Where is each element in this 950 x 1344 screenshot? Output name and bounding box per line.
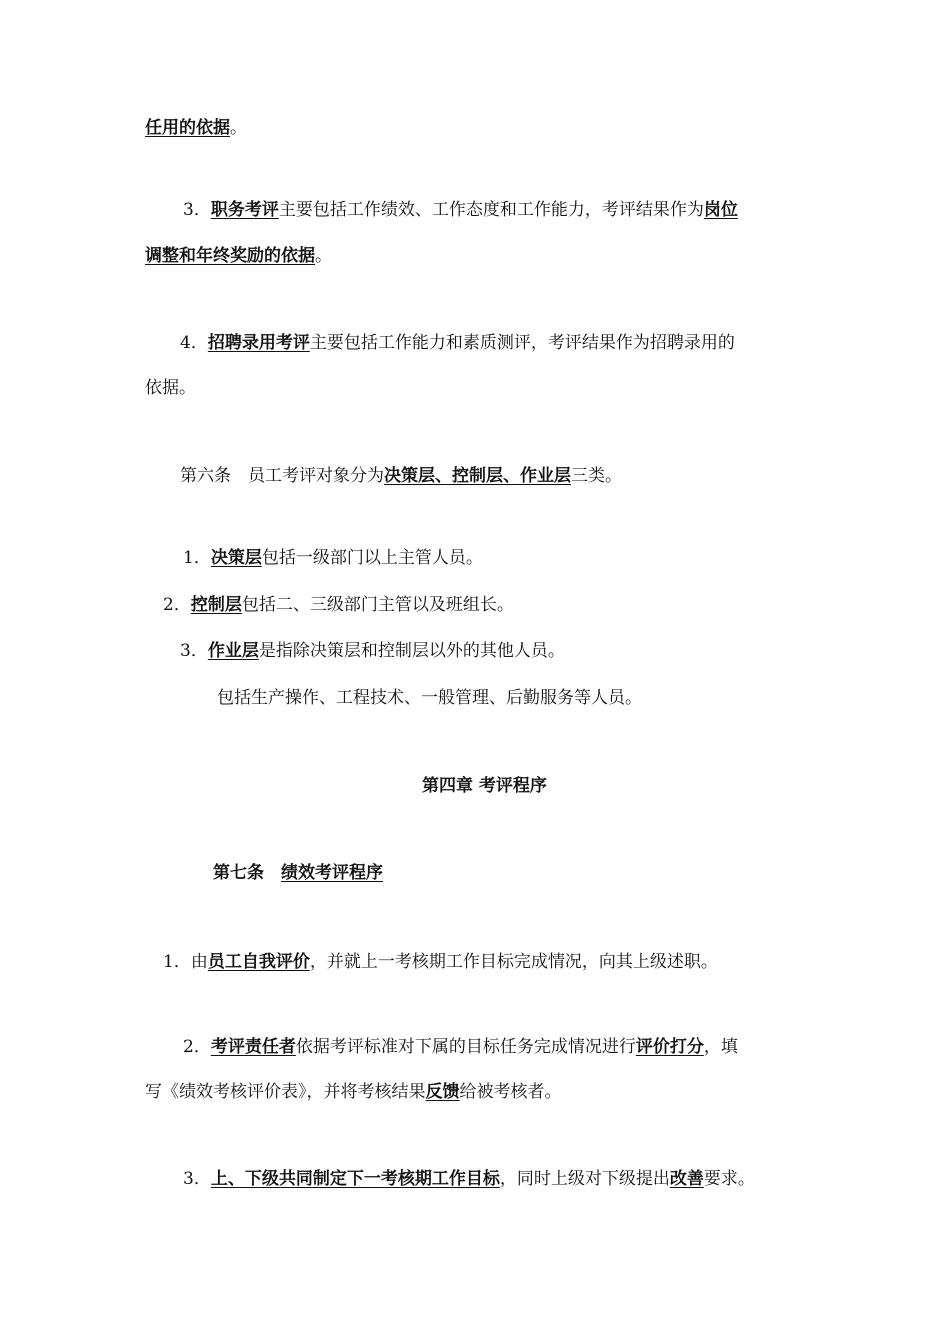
paragraph-line xyxy=(145,244,332,268)
list-item xyxy=(183,546,483,570)
emphasis-text: 作业层 xyxy=(207,641,259,661)
body-text: 包括二、三级部门主管以及班组长。 xyxy=(241,595,514,615)
emphasis-text: 绩效考评程序 xyxy=(281,863,383,883)
body-text: 依据。 xyxy=(145,378,196,398)
body-text: 3． xyxy=(183,200,211,220)
body-text: 2． xyxy=(163,595,191,615)
emphasis-text: 招聘录用考评 xyxy=(207,333,310,353)
paragraph-line xyxy=(183,198,738,222)
list-item xyxy=(183,1035,738,1059)
paragraph-line xyxy=(145,116,247,140)
body-text: ，填 xyxy=(703,1037,738,1057)
heading-text: 第七条 xyxy=(213,863,281,883)
emphasis-text: 反馈 xyxy=(425,1082,460,1102)
emphasis-text: 控制层 xyxy=(190,595,242,615)
emphasis-text: 职务考评 xyxy=(210,200,279,220)
paragraph-line xyxy=(145,1080,562,1104)
body-text: 包括生产操作、工程技术、一般管理、后勤服务等人员。 xyxy=(217,688,642,708)
emphasis-text: 调整和年终奖励的依据 xyxy=(145,246,315,266)
list-item xyxy=(163,950,718,974)
heading-text: 第四章 考评程序 xyxy=(422,776,547,796)
body-text: 2． xyxy=(183,1037,211,1057)
body-text: 。 xyxy=(315,246,332,266)
emphasis-text: 上、下级共同制定下一考核期工作目标 xyxy=(210,1169,500,1189)
body-text: 要求。 xyxy=(703,1169,755,1189)
body-text: 给被考核者。 xyxy=(459,1082,562,1102)
emphasis-text: 任用的依据 xyxy=(145,118,230,138)
emphasis-text: 评价打分 xyxy=(635,1037,704,1057)
article-heading xyxy=(213,861,383,885)
body-text: 4． xyxy=(180,333,208,353)
body-text: 3． xyxy=(183,1169,211,1189)
emphasis-text: 改善 xyxy=(669,1169,704,1189)
list-item xyxy=(163,593,514,617)
list-item xyxy=(183,1167,755,1191)
list-item-continuation xyxy=(217,686,642,710)
body-text: 1．由 xyxy=(163,952,208,972)
body-text: 依据考评标准对下属的目标任务完成情况进行 xyxy=(295,1037,636,1057)
body-text: 第六条 员工考评对象分为 xyxy=(180,466,384,486)
body-text: 三类。 xyxy=(571,466,622,486)
paragraph-line xyxy=(180,331,735,355)
chapter-heading xyxy=(422,774,547,798)
body-text: ，并就上一考核期工作目标完成情况，向其上级述职。 xyxy=(309,952,718,972)
paragraph-line xyxy=(145,376,196,400)
emphasis-text: 考评责任者 xyxy=(210,1037,296,1057)
body-text: 包括一级部门以上主管人员。 xyxy=(261,548,483,568)
body-text: 3． xyxy=(180,641,208,661)
body-text: 是指除决策层和控制层以外的其他人员。 xyxy=(258,641,565,661)
emphasis-text: 员工自我评价 xyxy=(207,952,310,972)
body-text: 主要包括工作绩效、工作态度和工作能力，考评结果作为 xyxy=(278,200,704,220)
emphasis-text: 决策层 xyxy=(210,548,262,568)
body-text: ，同时上级对下级提出 xyxy=(499,1169,670,1189)
body-text: 主要包括工作能力和素质测评，考评结果作为招聘录用的 xyxy=(309,333,735,353)
body-text: 。 xyxy=(230,118,247,138)
body-text: 1． xyxy=(183,548,211,568)
article-line xyxy=(180,464,622,488)
emphasis-text: 岗位 xyxy=(703,200,738,220)
list-item xyxy=(180,639,565,663)
body-text: 写《绩效考核评价表》，并将考核结果 xyxy=(145,1082,426,1102)
emphasis-text: 决策层、控制层、作业层 xyxy=(384,466,571,486)
